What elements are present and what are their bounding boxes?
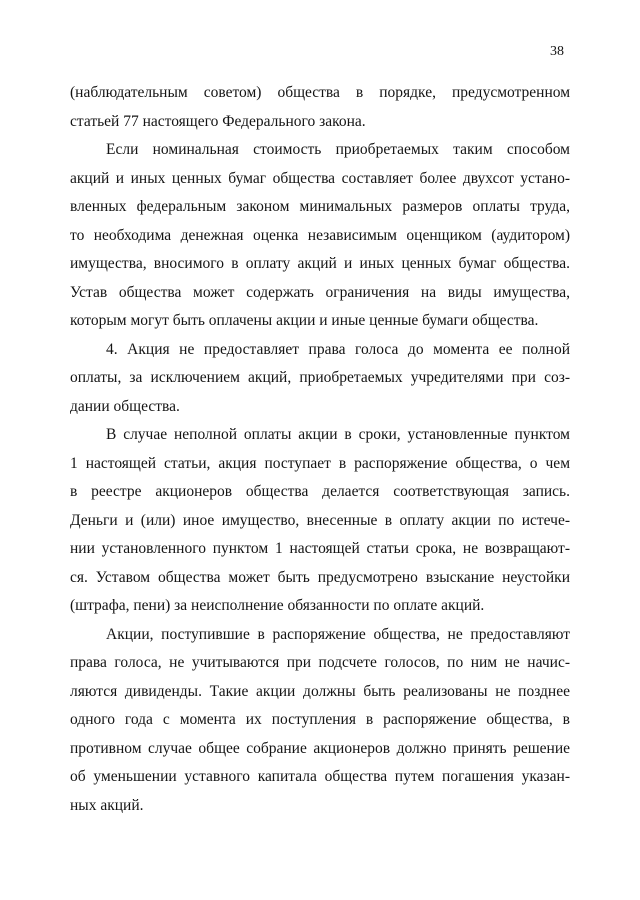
text-line: то необходима денежная оценка независимым оценщиком (аудитором) [70,226,570,244]
paragraph-3 [70,336,570,422]
text-line: одного года с момента их поступления в распоряжение общества, в [70,711,570,728]
text-line: права голоса, не учитываются при подсчете голосов, по ним не начис- [70,654,570,671]
body-text [70,79,570,820]
text-line: в реестре акционеров общества делается соответствующая запись. [70,483,570,500]
text-line: Деньги и (или) иное имущество, внесенные в оплату акции по истече- [70,511,570,529]
text-line: 4. Акция не предоставляет права голоса до момента ее полной [106,340,570,358]
paragraph-2 [70,136,570,336]
page-number: 38 [550,44,564,59]
text-line: оплаты, за исключением акций, приобретаемых учредителями при соз- [70,369,570,386]
text-line: (наблюдательным советом) общества в порядке, предусмотренном [70,84,570,101]
text-line: Акции, поступившие в распоряжение общества, не предоставляют [106,625,570,643]
text-line: Устав общества может содержать ограничения на виды имущества, [70,283,570,301]
paragraph-4 [70,421,570,621]
text-line: дании общества. [70,397,180,415]
text-line: ных акций. [70,796,144,814]
text-line: вленных федеральным законом минимальных размеров оплаты труда, [70,198,570,215]
text-line: акций и иных ценных бумаг общества составляет более двухсот устано- [70,169,570,187]
text-line: В случае неполной оплаты акции в сроки, установленные пунктом [106,426,570,443]
text-line: которым могут быть оплачены акции и иные ценные бумаги общества. [70,312,539,329]
text-line: Если номинальная стоимость приобретаемых таким способом [106,141,570,158]
text-line: статьей 77 настоящего Федерального закона. [70,112,366,130]
paragraph-5 [70,621,570,821]
text-line: (штрафа, пени) за неисполнение обязанности по оплате акций. [70,597,485,614]
text-line: противном случае общее собрание акционеров должно принять решение [70,739,570,757]
text-line: 1 настоящей статьи, акция поступает в распоряжение общества, о чем [70,454,570,472]
paragraph-1 [70,79,570,136]
text-line: об уменьшении уставного капитала общества путем погашения указан- [70,768,570,785]
text-line: нии установленного пунктом 1 настоящей статьи срока, не возвращают- [70,540,570,557]
text-line: имущества, вносимого в оплату акций и иных ценных бумаг общества. [70,255,570,272]
text-line: ся. Уставом общества может быть предусмотрено взыскание неустойки [70,568,570,586]
text-line: ляются дивиденды. Такие акции должны быть реализованы не позднее [70,682,570,700]
